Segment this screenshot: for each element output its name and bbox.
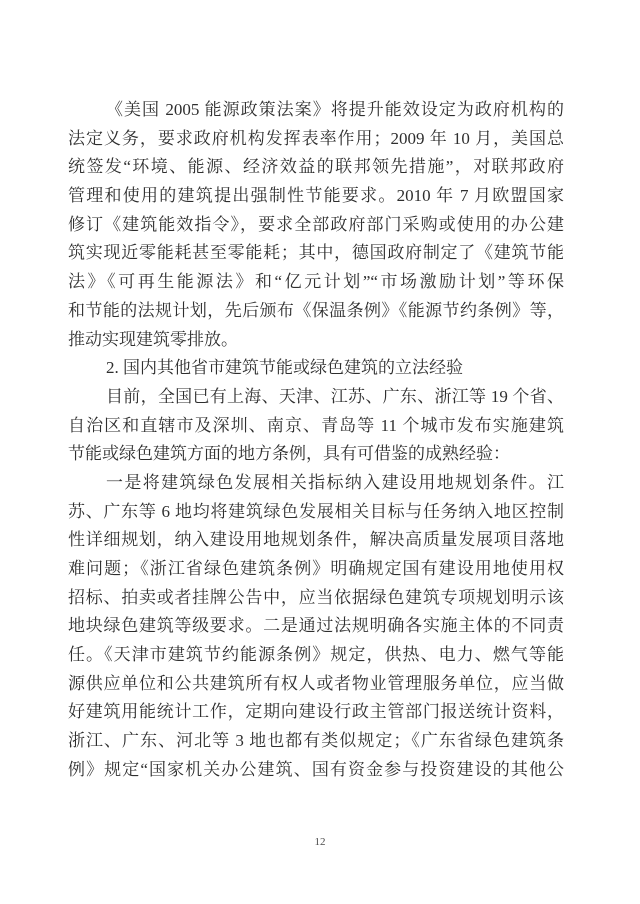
text-line: 招标、拍卖或者挂牌公告中，应当依据绿色建筑专项规划明示该 bbox=[68, 587, 564, 607]
text-line: 自治区和直辖市及深圳、南京、青岛等 11 个城市发布实施建筑 bbox=[68, 415, 564, 435]
text-line: 《美国 2005 能源政策法案》将提升能效设定为政府机构的 bbox=[106, 100, 564, 119]
text-line: 法》《可再生能源法》和“亿元计划”“市场激励计划”等环保 bbox=[68, 272, 564, 292]
text-line: 筑实现近零能耗甚至零能耗；其中，德国政府制定了《建筑节能 bbox=[68, 243, 564, 263]
text-line: 管理和使用的建筑提出强制性节能要求。2010 年 7 月欧盟国家 bbox=[68, 186, 564, 206]
text-line: 节能或绿色建筑方面的地方条例，具有可借鉴的成熟经验： bbox=[68, 444, 510, 464]
text-line: 苏、广东等 6 地均将建筑绿色发展相关目标与任务纳入地区控制 bbox=[68, 501, 564, 521]
text-line: 一是将建筑绿色发展相关指标纳入建设用地规划条件。江 bbox=[106, 472, 564, 492]
text-line: 好建筑用能统计工作，定期向建设行政主管部门报送统计资料， bbox=[68, 702, 564, 722]
text-line: 修订《建筑能效指令》，要求全部政府部门采购或使用的办公建 bbox=[68, 214, 564, 234]
text-line: 性详细规划，纳入建设用地规划条件，解决高质量发展项目落地 bbox=[68, 530, 564, 550]
text-line: 浙江、广东、河北等 3 地也都有类似规定；《广东省绿色建筑条 bbox=[68, 731, 564, 751]
text-line: 例》规定“国家机关办公建筑、国有资金参与投资建设的其他公 bbox=[68, 759, 564, 779]
text-line: 法定义务，要求政府机构发挥表率作用；2009 年 10 月，美国总 bbox=[68, 128, 564, 148]
text-line: 统签发“环境、能源、经济效益的联邦领先措施”，对联邦政府 bbox=[68, 157, 564, 177]
text-line: 目前，全国已有上海、天津、江苏、广东、浙江等 19 个省、 bbox=[106, 386, 564, 406]
text-line: 和节能的法规计划，先后颁布《保温条例》《能源节约条例》等， bbox=[68, 300, 564, 320]
page-number: 12 bbox=[314, 836, 326, 848]
text-line: 源供应单位和公共建筑所有权人或者物业管理服务单位，应当做 bbox=[68, 673, 564, 693]
text-line: 任。《天津市建筑节约能源条例》规定，供热、电力、燃气等能 bbox=[68, 645, 564, 665]
body-text bbox=[68, 96, 564, 785]
text-line: 难问题；《浙江省绿色建筑条例》明确规定国有建设用地使用权 bbox=[68, 559, 564, 578]
section-heading: 2. 国内其他省市建筑节能或绿色建筑的立法经验 bbox=[106, 358, 463, 378]
text-line: 地块绿色建筑等级要求。二是通过法规明确各实施主体的不同责 bbox=[68, 616, 564, 636]
text-line: 推动实现建筑零排放。 bbox=[68, 329, 238, 349]
